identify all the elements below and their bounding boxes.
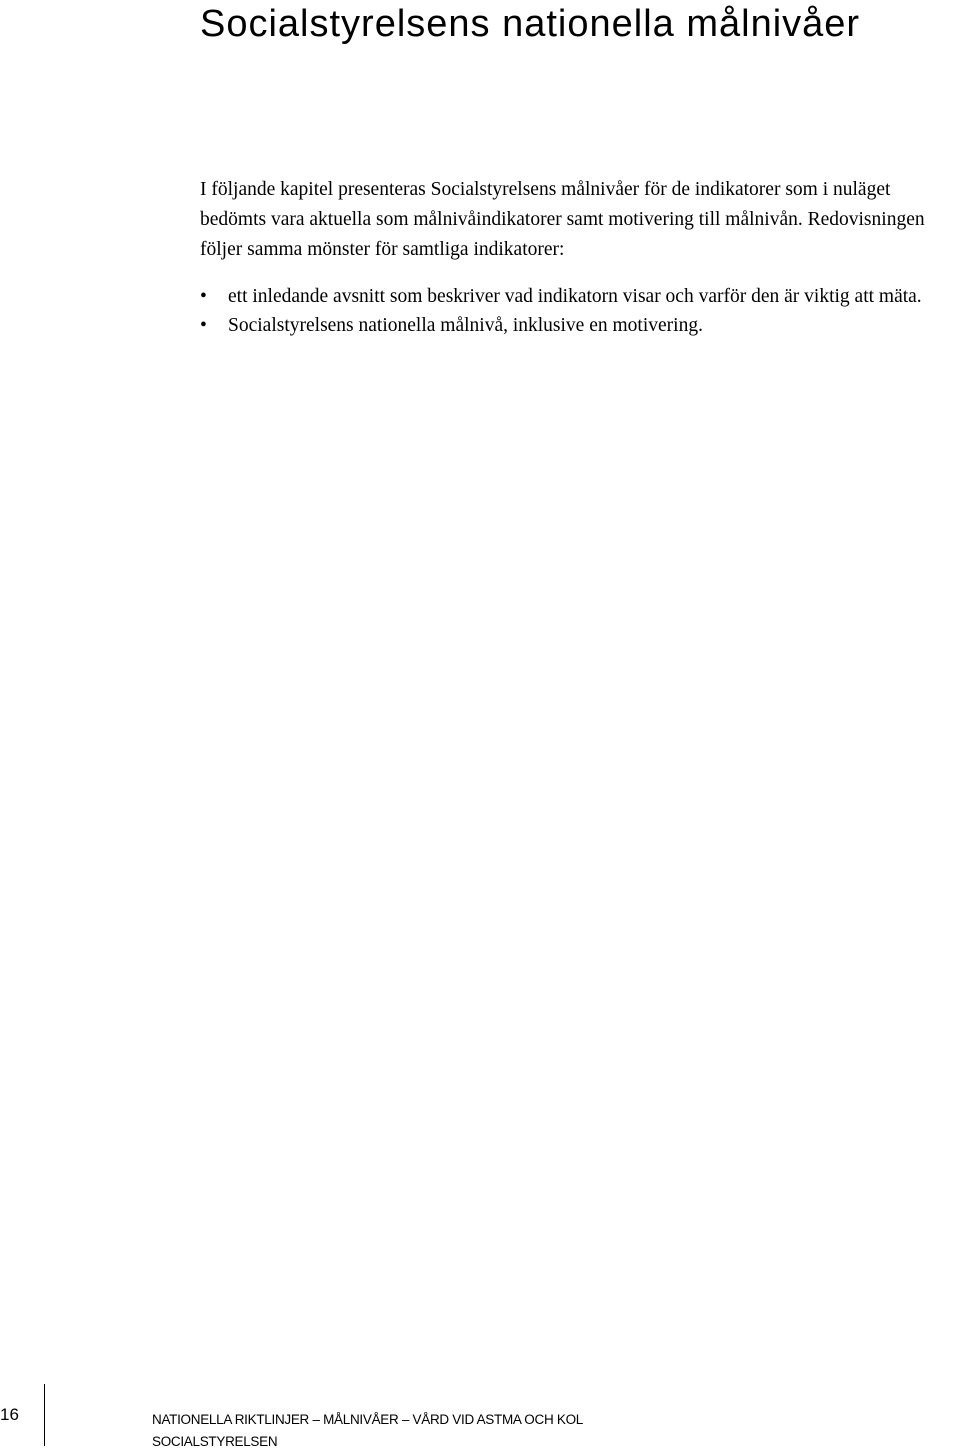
intro-paragraph: I följande kapitel presenteras Socialstyrelsens målnivåer för de indikatorer som i nuläget bedömts vara aktuella som målnivåindikatorer samt motivering till målnivån. Redovisningen följer samma mönster för samtliga indikatorer:	[200, 179, 925, 260]
footer-document-title: NATIONELLA RIKTLINJER – MÅLNIVÅER – VÅRD VID ASTMA OCH KOL	[152, 1412, 583, 1427]
page-number: 16	[0, 1405, 19, 1424]
list-item-text: Socialstyrelsens nationella målnivå, inklusive en motivering.	[228, 315, 703, 336]
footer-publisher: SOCIALSTYRELSEN	[152, 1434, 278, 1449]
bullet-icon: •	[200, 315, 207, 336]
bullet-list	[200, 282, 960, 340]
list-item	[200, 311, 960, 340]
list-item	[200, 282, 960, 311]
bullet-icon: •	[200, 286, 207, 307]
running-footer	[152, 1409, 583, 1453]
list-item-text: ett inledande avsnitt som beskriver vad indikatorn visar och varför den är viktig att mäta.	[228, 286, 922, 307]
page-title: Socialstyrelsens nationella målnivåer	[200, 3, 861, 45]
